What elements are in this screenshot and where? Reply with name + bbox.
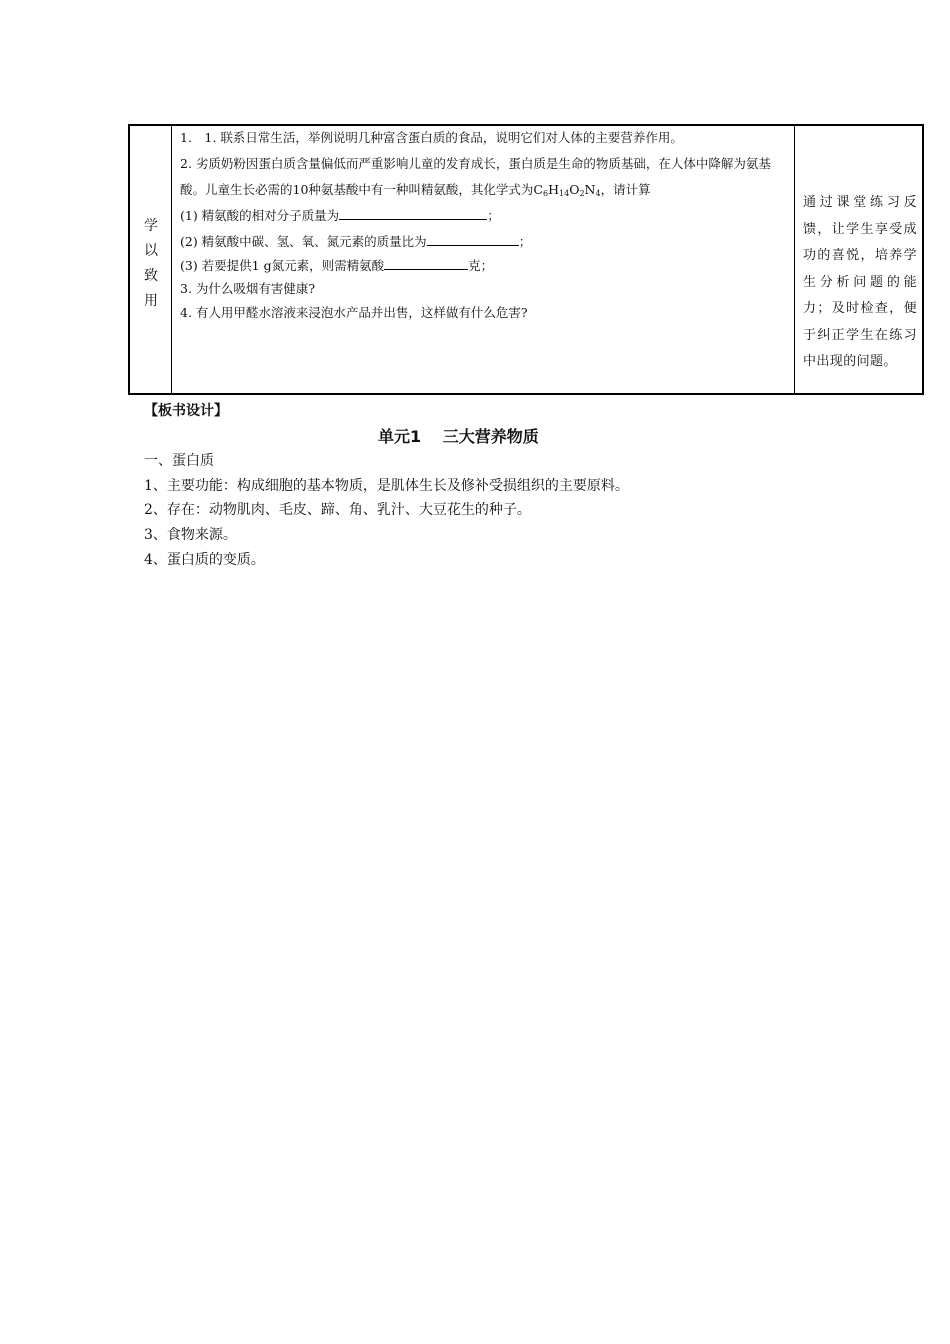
board-line: 4、蛋白质的变质。 [144, 552, 265, 568]
section-label: 学 以 致 用 [144, 218, 158, 309]
sub-question-3: (3) 若要提供1 g氮元素，则需精氨酸 克； [180, 258, 494, 273]
chemical-formula: $C_6H_{14}O_2N_4$ [533, 182, 601, 198]
answer-blank-2[interactable] [427, 232, 519, 246]
answer-blank-3[interactable] [384, 256, 468, 270]
unit-title: 单元1 三大营养物质 [378, 427, 539, 446]
teaching-note-cell [795, 126, 922, 393]
sub-question-2: (2) 精氨酸中碳、氢、氧、氮元素的质量比为 ； [180, 234, 532, 249]
question-4: 4. 有人用甲醛水溶液来浸泡水产品并出售，这样做有什么危害? [180, 305, 528, 320]
board-design-label: 【板书设计】 [144, 403, 228, 419]
board-line: 1、主要功能：构成细胞的基本物质，是肌体生长及修补受损组织的主要原料。 [144, 478, 629, 494]
answer-blank-1[interactable] [339, 206, 487, 220]
question-3: 3. 为什么吸烟有害健康? [180, 281, 316, 296]
sub-question-1: (1) 精氨酸的相对分子质量为 ； [180, 208, 500, 223]
board-line: 2、存在：动物肌肉、毛皮、蹄、角、乳汁、大豆花生的种子。 [144, 502, 531, 518]
section-label-cell [130, 126, 172, 393]
board-line: 3、食物来源。 [144, 527, 237, 543]
teaching-note: 通过课堂练习反馈，让学生享受成功的喜悦，培养学生分析问题的能力；及时检查，便于纠正学生在练习中出现的问题。 [803, 195, 917, 369]
practice-table [128, 124, 924, 395]
question-1: 1. 1. 联系日常生活，举例说明几种富含蛋白质的食品，说明它们对人体的主要营养作用。 [180, 130, 683, 145]
exercise-cell [172, 126, 795, 393]
question-2: 2. 劣质奶粉因蛋白质含量偏低而严重影响儿童的发育成长，蛋白质是生命的物质基础，在人体中降解为氨基酸。儿童生长必需的10种氨基酸中有一种叫精氨酸，其化学式为$C_6H_{14}O_2N_4$，请计算 [180, 156, 771, 198]
board-line: 一、蛋白质 [144, 453, 214, 469]
